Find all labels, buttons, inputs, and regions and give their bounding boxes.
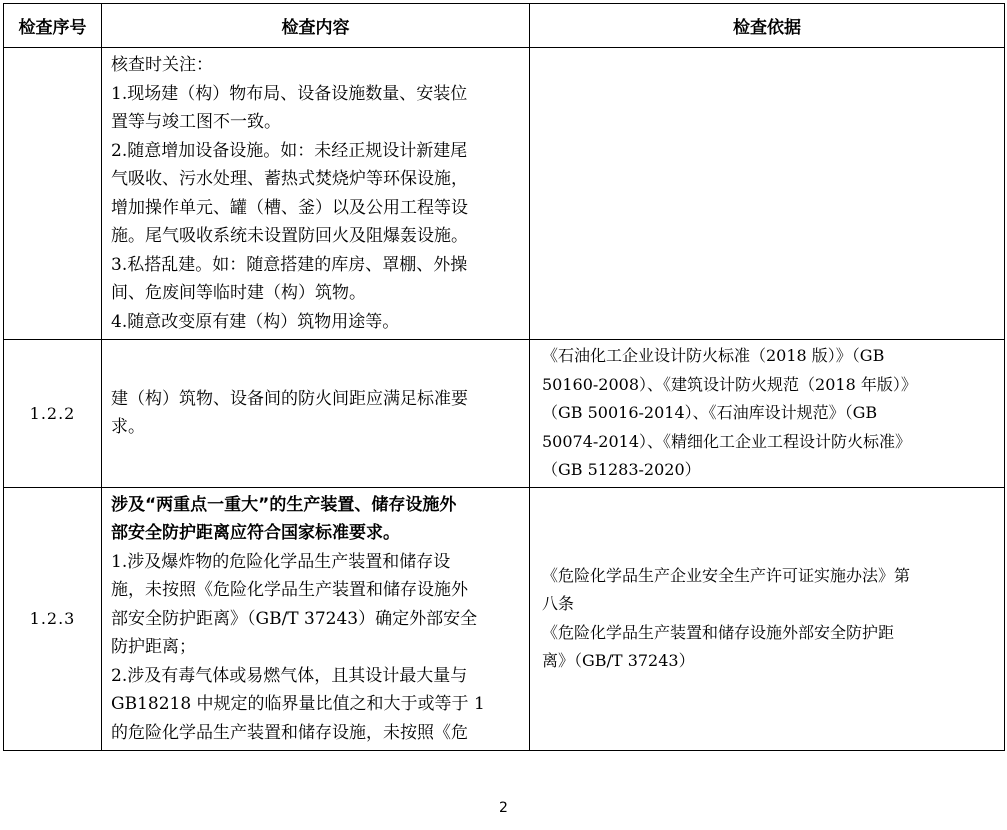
content-line: 间、危废间等临时建（构）筑物。: [111, 283, 366, 303]
content-line: 气吸收、污水处理、蓄热式焚烧炉等环保设施，: [111, 169, 468, 189]
header-inspection-content: 检查内容: [102, 4, 530, 48]
content-line: 3.私搭乱建。如：随意搭建的库房、罩棚、外操: [111, 254, 468, 275]
table-header-row: [4, 4, 1005, 48]
page-number: 2: [499, 800, 508, 816]
basis-line: 《石油化工企业设计防火标准（2018 版）》（GB: [542, 346, 885, 365]
table-row: [4, 340, 1005, 488]
content-heading-line: 涉及“两重点一重大”的生产装置、储存设施外: [111, 494, 457, 515]
content-cell: [102, 340, 530, 488]
content-line: 施，未按照《危险化学品生产装置和储存设施外: [111, 580, 468, 600]
content-line: 求。: [111, 417, 145, 438]
content-cell: [102, 487, 530, 751]
basis-line: （GB 50016-2014）、《石油库设计规范》（GB: [542, 403, 878, 422]
basis-line: （GB 51283-2020）: [542, 460, 701, 479]
content-line: 建（构）筑物、设备间的防火间距应满足标准要: [111, 388, 468, 409]
content-line: 置等与竣工图不一致。: [111, 112, 281, 132]
content-line: 增加操作单元、罐（槽、釜）以及公用工程等设: [111, 197, 468, 218]
basis-line: 离》（GB/T 37243）: [542, 651, 695, 671]
content-heading-line: 部安全防护距离应符合国家标准要求。: [111, 523, 400, 543]
row-number-cell: [4, 48, 102, 340]
content-line: 核查时关注：: [111, 55, 213, 75]
table-row: [4, 48, 1005, 340]
row-number-cell: 1.2.3: [4, 487, 102, 751]
table-row: [4, 487, 1005, 751]
basis-cell: [530, 340, 1005, 488]
content-line: 4.随意改变原有建（构）筑物用途等。: [111, 311, 400, 332]
basis-line: 50074-2014）、《精细化工企业工程设计防火标准》: [542, 431, 912, 451]
inspection-table: [3, 3, 1005, 751]
basis-line: 八条: [542, 594, 575, 614]
basis-line: 《危险化学品生产装置和储存设施外部安全防护距: [542, 622, 895, 642]
basis-cell: [530, 487, 1005, 751]
basis-cell: [530, 48, 1005, 340]
content-line: GB18218 中规定的临界量比值之和大于或等于 1: [111, 694, 485, 714]
content-line: 施。尾气吸收系统未设置防回火及阻爆轰设施。: [111, 226, 468, 246]
content-cell: [102, 48, 530, 340]
row-number-cell: 1.2.2: [4, 340, 102, 488]
content-line: 的危险化学品生产装置和储存设施，未按照《危: [111, 722, 468, 743]
header-inspection-number: 检查序号: [4, 4, 102, 48]
content-line: 1.现场建（构）物布局、设备设施数量、安装位: [111, 83, 468, 104]
header-inspection-basis: 检查依据: [530, 4, 1005, 48]
content-line: 防护距离；: [111, 637, 196, 657]
basis-line: 《危险化学品生产企业安全生产许可证实施办法》第: [542, 565, 911, 585]
content-line: 2.涉及有毒气体或易燃气体，且其设计最大量与: [111, 665, 468, 686]
content-line: 1.涉及爆炸物的危险化学品生产装置和储存设: [111, 551, 451, 572]
basis-line: 50160-2008）、《建筑设计防火规范（2018 年版）》: [542, 374, 917, 394]
content-line: 2.随意增加设备设施。如：未经正规设计新建尾: [111, 140, 468, 161]
content-line: 部安全防护距离》（GB/T 37243）确定外部安全: [111, 608, 478, 629]
